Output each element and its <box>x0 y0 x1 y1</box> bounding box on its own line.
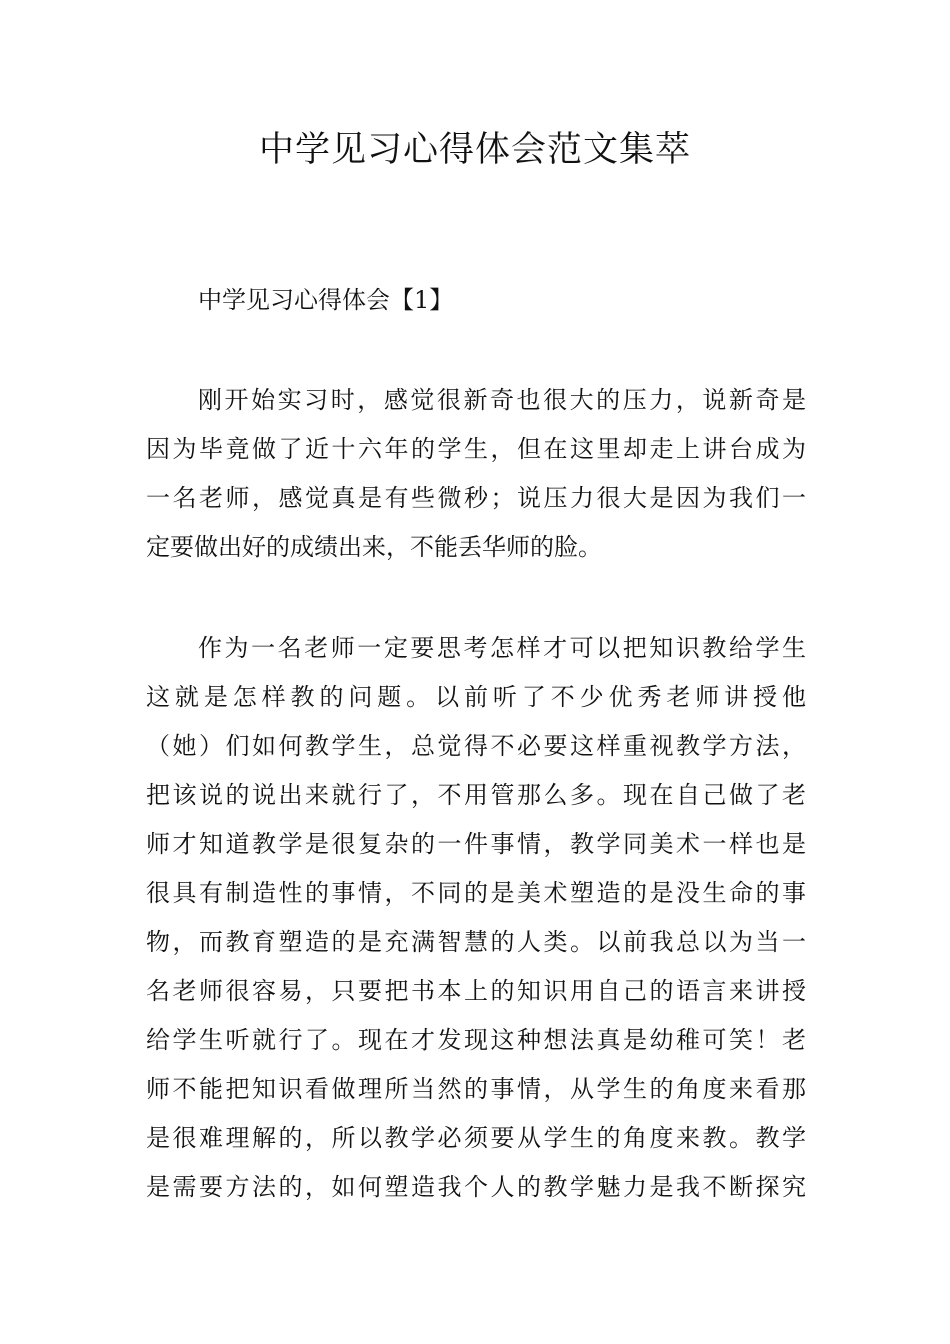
paragraph-2 <box>146 624 806 1212</box>
paragraph-line: 物，而教育塑造的是充满智慧的人类。以前我总以为当一 <box>146 928 806 956</box>
paragraph-line: 名老师很容易，只要把书本上的知识用自己的语言来讲授 <box>146 977 806 1005</box>
paragraph-line: 师不能把知识看做理所当然的事情，从学生的角度来看那 <box>146 1075 806 1103</box>
paragraph-line: 这就是怎样教的问题。以前听了不少优秀老师讲授他 <box>146 683 806 711</box>
paragraph-line: 师才知道教学是很复杂的一件事情，教学同美术一样也是 <box>146 830 806 858</box>
paragraph-line: 一名老师，感觉真是有些微秒；说压力很大是因为我们一 <box>146 484 806 512</box>
paragraph-line: 刚开始实习时，感觉很新奇也很大的压力，说新奇是 <box>198 386 806 414</box>
paragraph-line: 给学生听就行了。现在才发现这种想法真是幼稚可笑！老 <box>146 1026 806 1054</box>
section-heading: 中学见习心得体会【1】 <box>198 286 454 314</box>
paragraph-line: 作为一名老师一定要思考怎样才可以把知识教给学生 <box>198 634 806 662</box>
paragraph-line: 因为毕竟做了近十六年的学生，但在这里却走上讲台成为 <box>146 435 806 463</box>
paragraph-line: 很具有制造性的事情，不同的是美术塑造的是没生命的事 <box>146 879 806 907</box>
paragraph-line: 是很难理解的，所以教学必须要从学生的角度来教。教学 <box>146 1124 806 1152</box>
paragraph-line: 定要做出好的成绩出来，不能丢华师的脸。 <box>146 533 602 561</box>
paragraph-line: 是需要方法的，如何塑造我个人的教学魅力是我不断探究 <box>146 1173 806 1201</box>
paragraph-line: （她）们如何教学生，总觉得不必要这样重视教学方法， <box>146 732 806 760</box>
paragraph-1 <box>146 376 806 572</box>
paragraph-line: 把该说的说出来就行了，不用管那么多。现在自己做了老 <box>146 781 806 809</box>
document-title: 中学见习心得体会范文集萃 <box>258 130 691 170</box>
